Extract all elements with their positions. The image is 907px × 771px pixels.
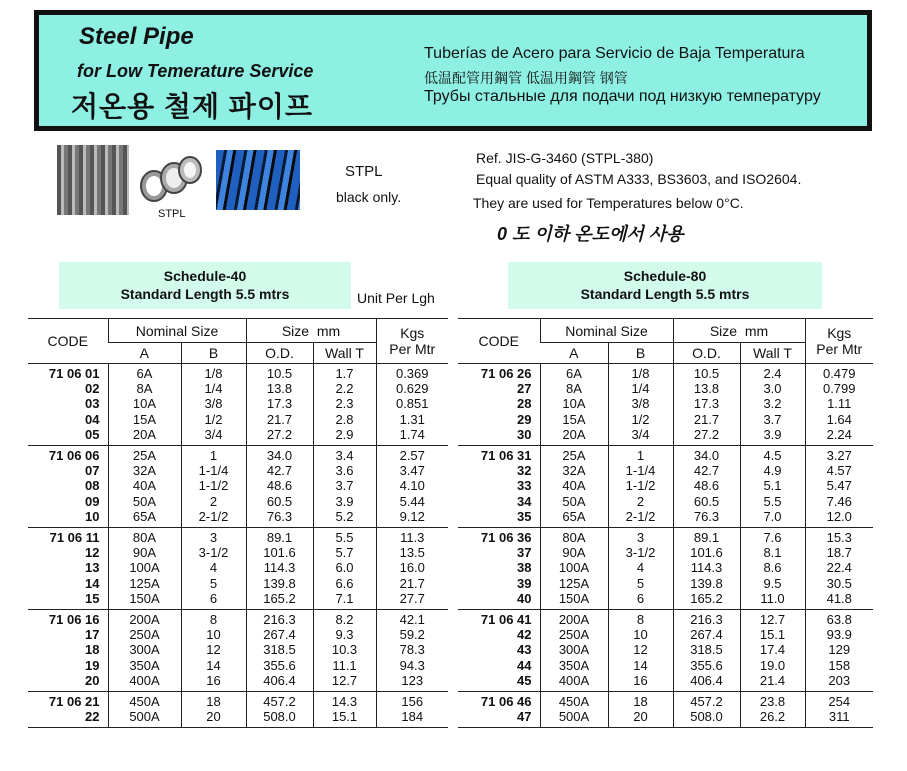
a-cell: 450A 500A	[108, 692, 181, 728]
table-row	[458, 446, 873, 528]
wall-cell: 7.6 8.1 8.6 9.5 11.0	[740, 528, 805, 610]
black-only-note: black only.	[336, 189, 402, 205]
od-cell: 216.3 267.4 318.5 355.6 406.4	[246, 610, 313, 692]
kgs-label: Kgs	[827, 325, 852, 341]
kgs-cell: 254 311	[805, 692, 873, 728]
code-cell: 71 06 01 02 03 04 05	[28, 364, 108, 446]
kgs-cell: 3.27 4.57 5.47 7.46 12.0	[805, 446, 873, 528]
schedule-40-heading	[59, 262, 351, 309]
kgs-label: Kgs	[400, 325, 425, 341]
od-cell: 89.1 101.6 114.3 139.8 165.2	[673, 528, 740, 610]
kgs-cell: 0.369 0.629 0.851 1.31 1.74	[376, 364, 448, 446]
kgs-cell: 15.3 18.7 22.4 30.5 41.8	[805, 528, 873, 610]
schedule-80-table	[458, 318, 873, 728]
b-cell: 1 1-1/4 1-1/2 2 2-1/2	[181, 446, 246, 528]
title-english: Steel Pipe	[79, 23, 194, 50]
nominal-size-header: Nominal Size	[540, 319, 673, 343]
table-row	[28, 610, 448, 692]
wall-cell: 1.7 2.2 2.3 2.8 2.9	[313, 364, 376, 446]
wall-cell: 23.8 26.2	[740, 692, 805, 728]
unit-label: Unit Per Lgh	[357, 290, 435, 306]
per-mtr-label: Per Mtr	[389, 341, 436, 357]
od-cell: 10.5 13.8 17.3 21.7 27.2	[246, 364, 313, 446]
b-cell: 8 10 12 14 16	[181, 610, 246, 692]
title-russian: Трубы стальные для подачи под низкую температуру	[424, 88, 821, 105]
b-cell: 1/8 1/4 3/8 1/2 3/4	[181, 364, 246, 446]
table-row	[458, 528, 873, 610]
wall-cell: 14.3 15.1	[313, 692, 376, 728]
schedule-40-table	[28, 318, 448, 728]
od-cell: 89.1 101.6 114.3 139.8 165.2	[246, 528, 313, 610]
schedule-40-title: Schedule-40	[163, 268, 247, 284]
nominal-size-header: Nominal Size	[108, 319, 246, 343]
code-cell: 71 06 11 12 13 14 15	[28, 528, 108, 610]
od-cell: 34.0 42.7 48.6 60.5 76.3	[246, 446, 313, 528]
wall-cell: 4.5 4.9 5.1 5.5 7.0	[740, 446, 805, 528]
code-cell: 71 06 26 27 28 29 30	[458, 364, 540, 446]
wall-header: Wall T	[740, 343, 805, 364]
usage-note-korean: 0 도 이하 온도에서 사용	[497, 224, 684, 244]
wall-cell: 8.2 9.3 10.3 11.1 12.7	[313, 610, 376, 692]
table-row	[458, 610, 873, 692]
a-cell: 6A 8A 10A 15A 20A	[108, 364, 181, 446]
a-cell: 25A 32A 40A 50A 65A	[108, 446, 181, 528]
a-header: A	[540, 343, 608, 364]
kgs-cell: 2.57 3.47 4.10 5.44 9.12	[376, 446, 448, 528]
usage-note: They are used for Temperatures below 0°C.	[473, 195, 744, 211]
title-korean: 저온용 철제 파이프	[71, 91, 313, 122]
wall-cell: 2.4 3.0 3.2 3.7 3.9	[740, 364, 805, 446]
size-mm-header: Size mm	[673, 319, 805, 343]
title-spanish: Tuberías de Acero para Servicio de Baja Temperatura	[424, 45, 805, 62]
code-cell: 71 06 41 42 43 44 45	[458, 610, 540, 692]
size-mm-header: Size mm	[246, 319, 376, 343]
pipe-ends-photo	[138, 150, 204, 205]
a-cell: 450A 500A	[540, 692, 608, 728]
schedule-80-heading	[508, 262, 822, 309]
b-cell: 18 20	[181, 692, 246, 728]
table-row	[28, 528, 448, 610]
a-header: A	[108, 343, 181, 364]
table-row	[28, 446, 448, 528]
wall-cell: 3.4 3.6 3.7 3.9 5.2	[313, 446, 376, 528]
a-cell: 80A 90A 100A 125A 150A	[108, 528, 181, 610]
code-cell: 71 06 36 37 38 39 40	[458, 528, 540, 610]
schedule-80-title: Schedule-80	[623, 268, 707, 284]
table-row	[458, 692, 873, 728]
b-cell: 3 3-1/2 4 5 6	[608, 528, 673, 610]
od-header: O.D.	[673, 343, 740, 364]
b-header: B	[181, 343, 246, 364]
kgs-cell: 42.1 59.2 78.3 94.3 123	[376, 610, 448, 692]
od-cell: 457.2 508.0	[246, 692, 313, 728]
schedule-40-length: Standard Length 5.5 mtrs	[120, 286, 290, 302]
kgs-cell: 11.3 13.5 16.0 21.7 27.7	[376, 528, 448, 610]
kgs-cell: 63.8 93.9 129 158 203	[805, 610, 873, 692]
wall-cell: 12.7 15.1 17.4 19.0 21.4	[740, 610, 805, 692]
equal-quality-note: Equal quality of ASTM A333, BS3603, and ISO2604.	[476, 171, 802, 187]
b-header: B	[608, 343, 673, 364]
b-cell: 1/8 1/4 3/8 1/2 3/4	[608, 364, 673, 446]
subtitle-english: for Low Temerature Service	[77, 61, 314, 81]
code-cell: 71 06 46 47	[458, 692, 540, 728]
b-cell: 3 3-1/2 4 5 6	[181, 528, 246, 610]
code-header: CODE	[458, 319, 540, 364]
table-row	[28, 364, 448, 446]
a-cell: 6A 8A 10A 15A 20A	[540, 364, 608, 446]
b-cell: 8 10 12 14 16	[608, 610, 673, 692]
per-mtr-label: Per Mtr	[816, 341, 863, 357]
photo-caption: STPL	[158, 208, 186, 220]
b-cell: 1 1-1/4 1-1/2 2 2-1/2	[608, 446, 673, 528]
pipe-stack-photo	[57, 145, 129, 215]
od-cell: 10.5 13.8 17.3 21.7 27.2	[673, 364, 740, 446]
table-row	[458, 364, 873, 446]
blue-pipe-bundle-photo	[216, 150, 300, 210]
kgs-cell: 156 184	[376, 692, 448, 728]
wall-cell: 5.5 5.7 6.0 6.6 7.1	[313, 528, 376, 610]
od-cell: 34.0 42.7 48.6 60.5 76.3	[673, 446, 740, 528]
od-cell: 216.3 267.4 318.5 355.6 406.4	[673, 610, 740, 692]
code-cell: 71 06 16 17 18 19 20	[28, 610, 108, 692]
a-cell: 200A 250A 300A 350A 400A	[540, 610, 608, 692]
code-cell: 71 06 31 32 33 34 35	[458, 446, 540, 528]
title-japanese-chinese: 低温配管用鋼管 低温用鋼管 钢管	[424, 70, 628, 86]
kgs-cell: 0.479 0.799 1.11 1.64 2.24	[805, 364, 873, 446]
b-cell: 18 20	[608, 692, 673, 728]
kgs-header	[805, 319, 873, 364]
od-cell: 457.2 508.0	[673, 692, 740, 728]
code-header: CODE	[28, 319, 108, 364]
reference-standard: Ref. JIS-G-3460 (STPL-380)	[476, 150, 654, 166]
kgs-header	[376, 319, 448, 364]
table-row	[28, 692, 448, 728]
wall-header: Wall T	[313, 343, 376, 364]
a-cell: 80A 90A 100A 125A 150A	[540, 528, 608, 610]
a-cell: 200A 250A 300A 350A 400A	[108, 610, 181, 692]
a-cell: 25A 32A 40A 50A 65A	[540, 446, 608, 528]
code-cell: 71 06 21 22	[28, 692, 108, 728]
od-header: O.D.	[246, 343, 313, 364]
stpl-label: STPL	[345, 163, 383, 180]
code-cell: 71 06 06 07 08 09 10	[28, 446, 108, 528]
title-banner	[34, 10, 872, 131]
schedule-80-length: Standard Length 5.5 mtrs	[580, 286, 750, 302]
